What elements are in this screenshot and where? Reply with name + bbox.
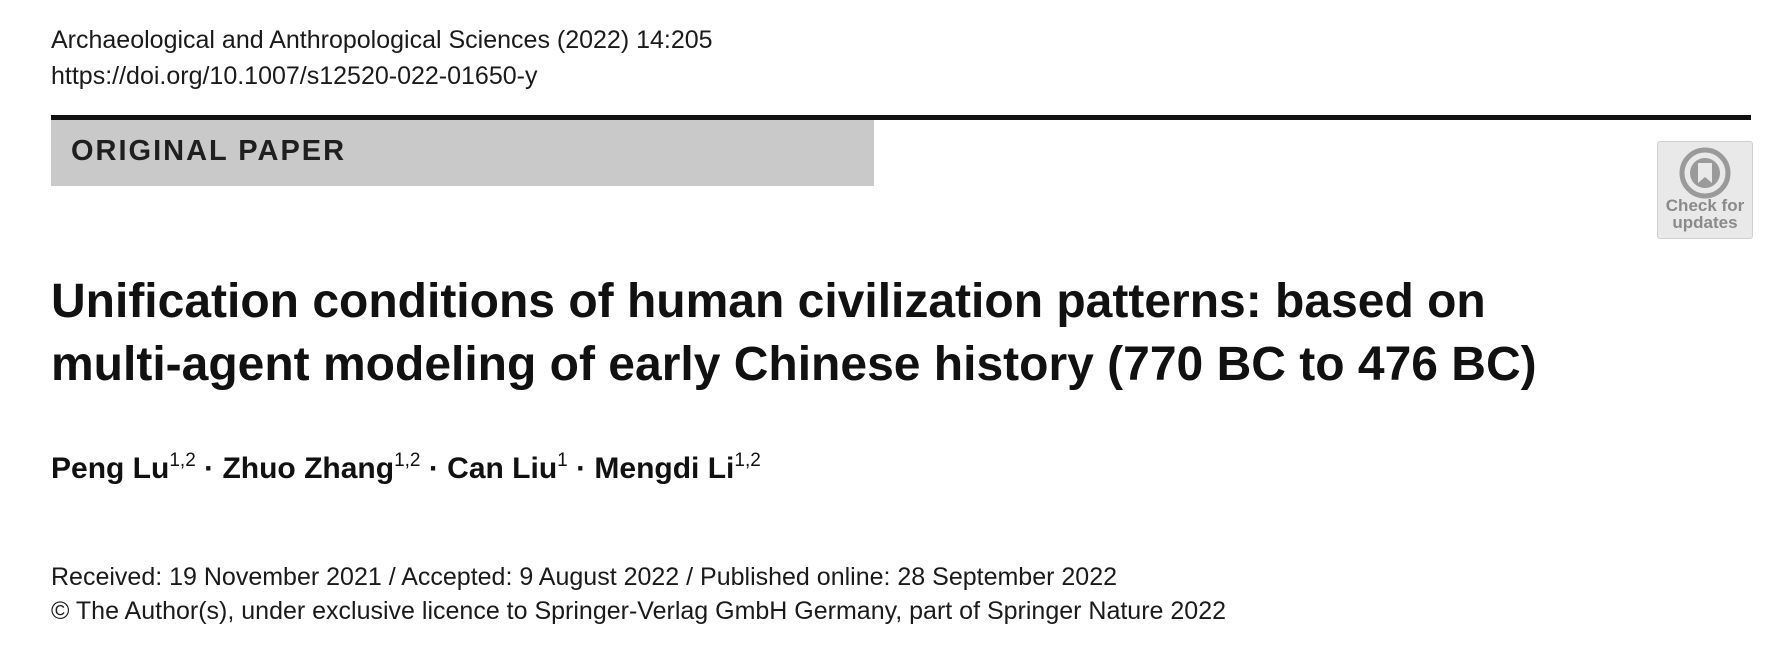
author-affiliation: 1,2 [169, 450, 196, 471]
article-type-label: ORIGINAL PAPER [71, 135, 347, 167]
paper-title [51, 270, 1537, 396]
check-for-updates-button[interactable] [1657, 141, 1753, 239]
title-line-2: multi-agent modeling of early Chinese history (770 BC to 476 BC) [51, 338, 1537, 391]
check-for-updates-icon [1678, 147, 1732, 199]
author-affiliation: 1 [557, 450, 568, 471]
article-type-banner [51, 120, 874, 186]
badge-line-1: Check for [1665, 196, 1745, 215]
author-affiliation: 1,2 [734, 450, 761, 471]
doi-link[interactable]: https://doi.org/10.1007/s12520-022-01650-y [51, 62, 538, 90]
author-name[interactable]: Zhuo Zhang [222, 452, 395, 485]
author-separator: · [420, 452, 448, 485]
author-name[interactable]: Peng Lu [51, 452, 170, 485]
title-line-1: Unification conditions of human civilization patterns: based on [51, 275, 1486, 328]
copyright-notice: © The Author(s), under exclusive licence to Springer-Verlag GmbH Germany, part of Springer Nature 2022 [51, 597, 1226, 625]
journal-citation: Archaeological and Anthropological Sciences (2022) 14:205 [51, 26, 713, 54]
author-list [51, 452, 761, 486]
author-name[interactable]: Can Liu [447, 452, 558, 485]
journal-header [51, 22, 713, 94]
author-affiliation: 1,2 [394, 450, 421, 471]
author-separator: · [567, 452, 595, 485]
badge-line-2: updates [1672, 213, 1738, 232]
publication-history: Received: 19 November 2021 / Accepted: 9 August 2022 / Published online: 28 September 2022 [51, 563, 1118, 591]
author-separator: · [195, 452, 223, 485]
check-for-updates-label [1658, 197, 1752, 231]
publication-info [51, 560, 1226, 628]
author-name[interactable]: Mengdi Li [594, 452, 735, 485]
